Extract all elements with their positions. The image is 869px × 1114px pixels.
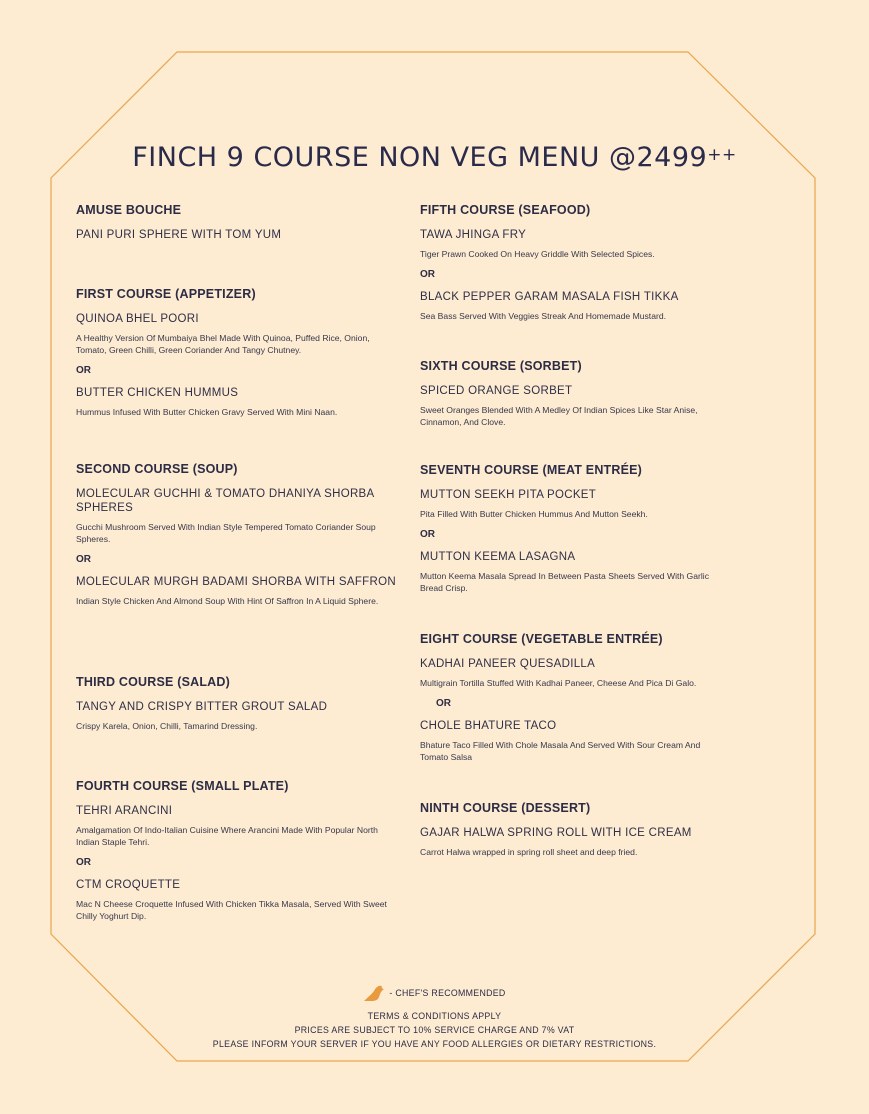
course-heading: EIGHT COURSE (VEGETABLE ENTRÉE) [420,632,663,646]
course-heading: THIRD COURSE (SALAD) [76,675,230,689]
dish-description: Sweet Oranges Blended With A Medley Of Indian Spices Like Star Anise, Cinnamon, And Clove. [420,405,698,427]
dish-name: MOLECULAR MURGH BADAMI SHORBA WITH SAFFRON [76,576,396,588]
bird-icon [363,984,385,1002]
or-separator: OR [436,698,451,709]
dish-description: Indian Style Chicken And Almond Soup With Hint Of Saffron In A Liquid Sphere. [76,596,379,606]
dish-name: SPICED ORANGE SORBET [420,385,573,397]
dish-description: A Healthy Version Of Mumbaiya Bhel Made With Quinoa, Puffed Rice, Onion, Tomato, Green Chilli, Green Coriander And Tangy Chutney. [76,333,370,355]
dish-name: TEHRI ARANCINI [76,805,173,817]
course-heading: SECOND COURSE (SOUP) [76,462,238,476]
course-section [420,801,730,867]
course-section [76,779,401,931]
course-heading: AMUSE BOUCHE [76,203,182,217]
or-separator: OR [76,857,91,868]
dish-name: MUTTON KEEMA LASAGNA [420,551,576,563]
dish-description: Sea Bass Served With Veggies Streak And Homemade Mustard. [420,311,666,321]
dish-name: BLACK PEPPER GARAM MASALA FISH TIKKA [420,291,679,303]
or-separator: OR [420,269,435,280]
dish-description: Crispy Karela, Onion, Chilli, Tamarind Dressing. [76,721,258,731]
or-separator: OR [76,554,91,565]
course-heading: SEVENTH COURSE (MEAT ENTRÉE) [420,463,643,477]
dish-name: CHOLE BHATURE TACO [420,720,557,732]
chef-recommended-legend [0,984,869,1002]
dish-name: KADHAI PANEER QUESADILLA [420,658,596,670]
course-section [76,675,401,741]
course-section [420,632,730,772]
dish-description: Pita Filled With Butter Chicken Hummus And Mutton Seekh. [420,509,648,519]
course-section [420,359,730,437]
menu-title [0,142,869,173]
legend-text: - CHEF'S RECOMMENDED [389,988,506,998]
dish-description: Mac N Cheese Croquette Infused With Chicken Tikka Masala, Served With Sweet Chilly Yoghurt Dip. [76,899,387,921]
dish-name: MOLECULAR GUCHHI & TOMATO DHANIYA SHORBA SPHERES [76,488,374,514]
dish-description: Gucchi Mushroom Served With Indian Style Tempered Tomato Coriander Soup Spheres. [76,522,376,544]
course-section [420,463,730,603]
menu-title-suffix: ++ [707,145,737,165]
course-section [420,203,730,331]
or-separator: OR [420,529,435,540]
footer-prices: PRICES ARE SUBJECT TO 10% SERVICE CHARGE AND 7% VAT [294,1025,575,1035]
dish-description: Hummus Infused With Butter Chicken Gravy Served With Mini Naan. [76,407,338,417]
course-section [76,462,401,616]
dish-name: QUINOA BHEL POORI [76,313,199,325]
dish-description: Mutton Keema Masala Spread In Between Pasta Sheets Served With Garlic Bread Crisp. [420,571,709,593]
course-section [76,203,401,248]
dish-name: MUTTON SEEKH PITA POCKET [420,489,597,501]
footer-allergies: PLEASE INFORM YOUR SERVER IF YOU HAVE ANY FOOD ALLERGIES OR DIETARY RESTRICTIONS. [212,1039,657,1049]
dish-name: BUTTER CHICKEN HUMMUS [76,387,239,399]
course-section [76,287,401,427]
dish-description: Bhature Taco Filled With Chole Masala And Served With Sour Cream And Tomato Salsa [420,740,701,762]
dish-description: Tiger Prawn Cooked On Heavy Griddle With Selected Spices. [420,249,655,259]
course-heading: SIXTH COURSE (SORBET) [420,359,582,373]
menu-title-text: FINCH 9 COURSE NON VEG MENU @2499 [132,142,708,173]
course-heading: FIFTH COURSE (SEAFOOD) [420,203,591,217]
dish-name: CTM CROQUETTE [76,879,181,891]
dish-name: TAWA JHINGA FRY [420,229,527,241]
dish-description: Multigrain Tortilla Stuffed With Kadhai Paneer, Cheese And Pica Di Galo. [420,678,697,688]
dish-description: Carrot Halwa wrapped in spring roll sheet and deep fried. [420,847,638,857]
course-heading: FOURTH COURSE (SMALL PLATE) [76,779,289,793]
dish-name: TANGY AND CRISPY BITTER GROUT SALAD [76,701,328,713]
footer-terms: TERMS & CONDITIONS APPLY [367,1011,502,1021]
course-heading: FIRST COURSE (APPETIZER) [76,287,256,301]
course-heading: NINTH COURSE (DESSERT) [420,801,591,815]
or-separator: OR [76,365,91,376]
dish-name: PANI PURI SPHERE WITH TOM YUM [76,229,282,241]
dish-description: Amalgamation Of Indo-Italian Cuisine Where Arancini Made With Popular North Indian Staple Tehri. [76,825,378,847]
dish-name: GAJAR HALWA SPRING ROLL WITH ICE CREAM [420,827,692,839]
